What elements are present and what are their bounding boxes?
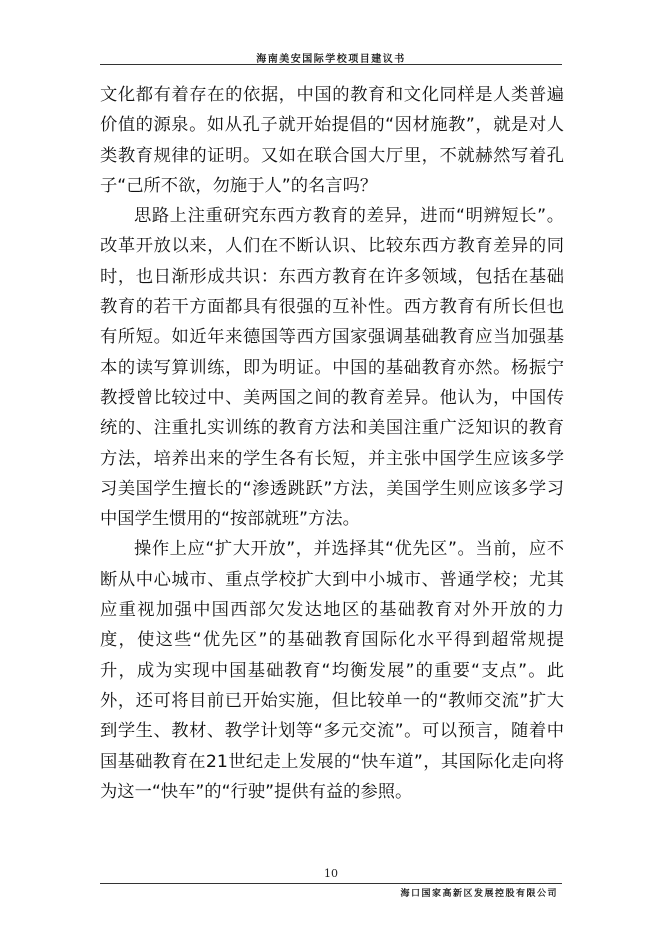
paragraph-2: 思路上注重研究东西方教育的差异，进而“明辨短长”。改革开放以来，人们在不断认识、比较东西方教育差异的同时，也日渐形成共识：东西方教育在许多领域，包括在基础教育的若干方面都具有很强的互补性。西方教育有所长但也有所短。如近年来德国等西方国家强调基础教育应当加强基本的读写算训练，即为明证。中国的基础教育亦然。杨振宁教授曾比较过中、美两国之间的教育差异。他认为，中国传统的、注重扎实训练的教育方法和美国注重广泛知识的教育方法，培养出来的学生各有长短，并主张中国学生应该多学习美国学生擅长的“渗透跳跃”方法，美国学生则应该多学习中国学生惯用的“按部就班”方法。 [100,206,564,530]
page-header-title: 海南美安国际学校项目建议书 [256,54,406,65]
footer-company: 海口国家高新区发展控股有限公司 [400,889,558,899]
paragraph-1: 文化都有着存在的依据，中国的教育和文化同样是人类普遍价值的源泉。如从孔子就开始提倡的“因材施教”，就是对人类教育规律的证明。又如在联合国大厅里，不就赫然写着孔子“己所不欲，勿施于人”的名言吗？ [100,85,564,196]
document-body [100,80,564,807]
page-number: 10 [324,867,338,880]
paragraph-3: 操作上应“扩大开放”，并选择其“优先区”。当前，应不断从中心城市、重点学校扩大到中小城市、普通学校；尤其应重视加强中国西部欠发达地区的基础教育对外开放的力度，使这些“优先区”的基础教育国际化水平得到超常规提升，成为实现中国基础教育“均衡发展”的重要“支点”。此外，还可将目前已开始实施，但比较单一的“教师交流”扩大到学生、教材、教学计划等“多元交流”。可以预言，随着中国基础教育在21世纪走上发展的“快车道”，其国际化走向将为这一“快车”的“行驶”提供有益的参照。 [100,539,564,802]
header-divider [100,64,562,65]
footer-divider [100,883,562,884]
